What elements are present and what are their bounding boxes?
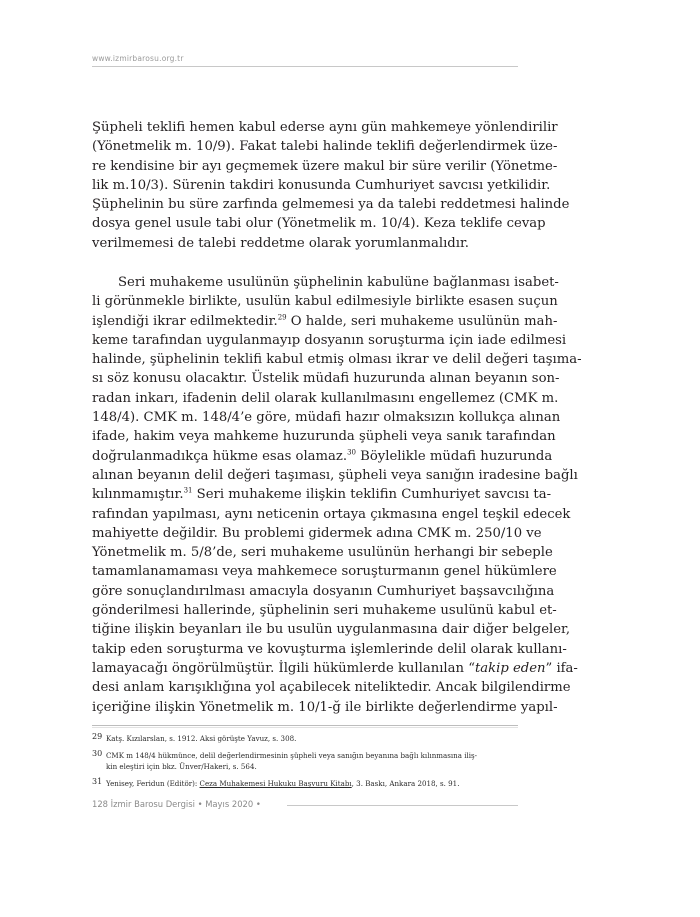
text-line: kılınmamıştır.$^{31}$ Seri muhakeme ilişkin teklifin Cumhuriyet savcısı ta-: [92, 486, 552, 503]
footnote-text: CMK m 148/4 hükmünce, delil değerlendirmesinin şüpheli veya sanığın beyanına bağlı kılınmasına iliş-: [106, 751, 478, 760]
text-line: li görünmekle birlikte, usulün kabul edilmesiyle birlikte esasen suçun: [92, 294, 558, 310]
footnote-30: [92, 750, 518, 772]
paragraph-1: [92, 118, 570, 253]
text-line: re kendisine bir ayı geçmemek üzere makul bir süre verilir (Yönetme-: [92, 158, 558, 174]
text-line: içeriğine ilişkin Yönetmelik m. 10/1-ğ ile birlikte değerlendirme yapıl-: [92, 699, 558, 715]
text-line: Şüpheli teklifi hemen kabul ederse aynı gün mahkemeye yönlendirilir: [92, 120, 558, 135]
text-line: ifade, hakim veya mahkeme huzurunda şüpheli veya sanık tarafından: [92, 429, 556, 445]
text-line: doğrulanmadıkça hükme esas olamaz.$^{30}$ Böylelikle müdafi huzurunda: [92, 448, 553, 464]
text-line: lamayacağı öngörülmüştür. İlgili hükümlerde kullanılan “takip eden” ifa-: [92, 660, 578, 676]
text-line: halinde, şüphelinin teklifi kabul etmiş olması ikrar ve delil değeri taşıma-: [92, 352, 582, 368]
footnote-ref-29[interactable]: 29: [277, 313, 287, 322]
page-footer: 128 İzmir Barosu Dergisi • Mayıs 2020 •: [92, 799, 261, 809]
text-line: alınan beyanın delil değeri taşıması, şüpheli veya sanığın iradesine bağlı: [92, 467, 578, 483]
text-line: dosya genel usule tabi olur (Yönetmelik m. 10/4). Keza teklife cevap: [92, 216, 546, 232]
header-rule: [92, 66, 518, 67]
footnote-text-continued: kin eleştiri için bkz. Ünver/Hakeri, s. 564.: [106, 762, 257, 771]
text-line: tamamlanamaması veya mahkemece soruşturmanın genel hükümlere: [92, 564, 557, 580]
header-url: www.izmirbarosu.org.tr: [92, 54, 184, 63]
text-line: mahiyette değildir. Bu problemi gidermek adına CMK m. 250/10 ve: [92, 525, 542, 541]
text-line: desi anlam karışıklığına yol açabilecek niteliktedir. Ancak bilgilendirme: [92, 680, 571, 696]
footnote-number: 29: [92, 732, 103, 741]
text-line: verilmemesi de talebi reddetme olarak yorumlanmalıdır.: [92, 235, 470, 251]
footnote-ref-30[interactable]: 30: [347, 448, 356, 457]
text-line: sı söz konusu olacaktır. Üstelik müdafi huzurunda alınan beyanın son-: [92, 371, 560, 387]
book-title: Ceza Muhakemesi Hukuku Başvuru Kitabı: [199, 779, 352, 788]
text-line: Yönetmelik m. 5/8’de, seri muhakeme usulünün herhangi bir sebeple: [92, 545, 553, 561]
text-line: göre sonuçlandırılması amacıyla dosyanın Cumhuriyet başsavcılığına: [92, 583, 555, 599]
text-line: lik m.10/3). Sürenin takdiri konusunda Cumhuriyet savcısı yetkilidir.: [92, 177, 551, 193]
text-line: Şüphelinin bu süre zarfında gelmemesi ya da talebi reddetmesi halinde: [92, 197, 570, 213]
text-line: 148/4). CMK m. 148/4’e göre, müdafi hazır olmaksızın kollukça alınan: [92, 410, 561, 426]
footnote-text: Katş. Kızılarslan, s. 1912. Aksi görüşte Yavuz, s. 308.: [106, 734, 297, 743]
text-line: Seri muhakeme usulünün şüphelinin kabulüne bağlanması isabet-: [118, 275, 559, 290]
footnotes: [92, 733, 518, 795]
text-line: radan inkarı, ifadenin delil olarak kullanılmasını engellemez (CMK m.: [92, 390, 559, 406]
footnote-number: 31: [92, 777, 103, 786]
text-line: (Yönetmelik m. 10/9). Fakat talebi halinde teklifi değerlendirmek üze-: [92, 139, 558, 155]
text-line: işlendiği ikrar edilmektedir.$^{29}$ O halde, seri muhakeme usulünün mah-: [92, 313, 558, 329]
text-line: tiğine ilişkin beyanları ile bu usulün uygulanmasına dair diğer belgeler,: [92, 622, 571, 638]
text-line: gönderilmesi hallerinde, şüphelinin seri muhakeme usulünü kabul et-: [92, 603, 557, 619]
footnote-rule: [92, 725, 518, 726]
text-line: keme tarafından uygulanmayıp dosyanın soruşturma için iade edilmesi: [92, 332, 567, 348]
paragraph-2: [92, 273, 582, 717]
footnote-31: [92, 778, 518, 789]
footnote-rule-secondary: [92, 727, 518, 728]
text-line: takip eden soruşturma ve kovuşturma işlemlerinde delil olarak kullanı-: [92, 641, 567, 657]
footer-rule: [287, 805, 518, 806]
footnote-29: [92, 733, 518, 744]
footnote-number: 30: [92, 749, 103, 758]
text-line: rafından yapılması, aynı neticenin ortaya çıkmasına engel teşkil edecek: [92, 506, 571, 522]
footnote-ref-31[interactable]: 31: [183, 486, 193, 495]
footnote-text: Yenisey, Feridun (Editör): Ceza Muhakemesi Hukuku Başvuru Kitabı, 3. Baskı, Ankara 2018, s. 91.: [106, 779, 460, 788]
